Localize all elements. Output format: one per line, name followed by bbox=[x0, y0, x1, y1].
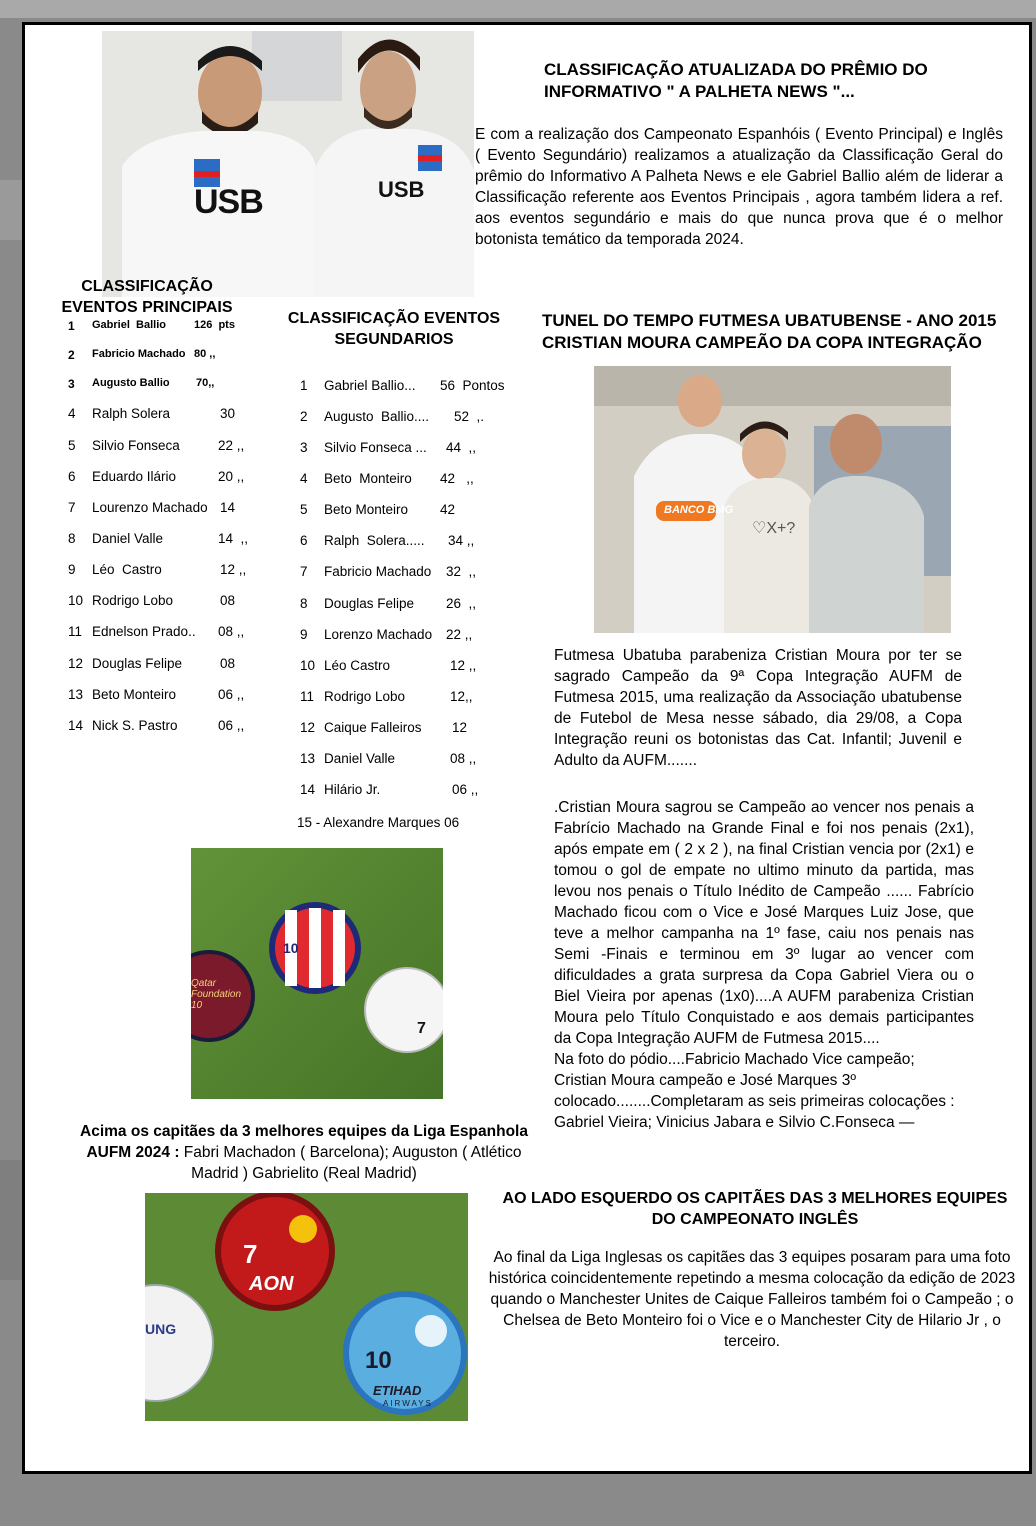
ranking-position: 11 bbox=[300, 689, 315, 704]
ranking-position: 2 bbox=[68, 348, 75, 362]
ranking-points: 56 Pontos bbox=[440, 378, 505, 393]
ranking-position: 3 bbox=[68, 377, 75, 391]
ranking-position: 9 bbox=[68, 562, 76, 577]
button-sponsor-text: ETIHAD bbox=[373, 1383, 422, 1398]
ranking-position: 2 bbox=[300, 409, 308, 424]
ranking-points: 08 bbox=[220, 593, 236, 608]
ranking-name: Caique Falleiros bbox=[324, 720, 422, 735]
ranking-position: 14 bbox=[68, 718, 84, 733]
spanish-buttons-art bbox=[191, 848, 443, 1099]
podium-photo bbox=[594, 366, 951, 633]
intro-paragraph: E com a realização dos Campeonato Espanhóis ( Evento Principal) e Inglês ( Evento Segundário) realizamos a atualização da Classificação Geral do prêmio do Informativo A Palheta News e ele Gabriel Ballio além de liderar a Classificação referente aos Eventos Principais , agora também lidera a ref. aos eventos segundário e mais do que nunca prova que é o melhor botonista temático da temporada 2024. bbox=[475, 126, 1003, 248]
ranking-name: Douglas Felipe bbox=[324, 596, 415, 611]
ranking-points: 30 bbox=[220, 406, 236, 421]
button-sponsor-text: AON bbox=[249, 1273, 294, 1295]
ranking-name: Beto Monteiro bbox=[92, 687, 177, 702]
ranking-name: Lorenzo Machado bbox=[324, 627, 433, 642]
ranking-name: Daniel Valle bbox=[92, 531, 164, 546]
ranking-position: 12 bbox=[300, 720, 316, 735]
ranking-name: Augusto Ballio.... bbox=[324, 409, 430, 424]
english-paragraph: Ao final da Liga Inglesas os capitães das 3 equipes posaram para uma foto histórica coincidentemente repetindo a mesma colocação da edição de 2023 quando o Manchester Unites de Caique Falleiros também foi o Campeão ; o Chelsea de Beto Monteiro foi o Vice e o Manchester City de Hilario Jr , o terceiro. bbox=[488, 1249, 1016, 1350]
main-events-list bbox=[68, 317, 278, 737]
ranking-position: 11 bbox=[68, 624, 83, 639]
ranking-name: Silvio Fonseca bbox=[92, 438, 180, 453]
ranking-name: Augusto Ballio bbox=[92, 377, 170, 389]
secondary-events-title: CLASSIFICAÇÃO EVENTOS SEGUNDARIOS bbox=[287, 310, 501, 348]
button-number: 10 bbox=[365, 1347, 392, 1374]
ranking-points: 12 ,, bbox=[450, 658, 477, 673]
ranking-points: 44 ,, bbox=[446, 440, 477, 455]
ranking-points: 22 ,, bbox=[218, 438, 245, 453]
ranking-name: Ednelson Prado.. bbox=[92, 624, 196, 639]
ranking-name: Rodrigo Lobo bbox=[324, 689, 406, 704]
ranking-position: 5 bbox=[300, 502, 308, 517]
tunnel-paragraph-1: Futmesa Ubatuba parabeniza Cristian Moura por ter se sagrado Campeão da 9ª Copa Integração AUFM de Futmesa 2015, uma realização da Associação ubatubense de Futebol de Mesa nesse sábado, dia 29/08, a Copa Integração reuni os botonistas das Cat. Infantil; Juvenil e Adulto da AUFM....... bbox=[554, 647, 962, 769]
ranking-points: 06 ,, bbox=[218, 687, 245, 702]
ranking-position: 10 bbox=[300, 658, 316, 673]
ranking-name: Beto Monteiro bbox=[324, 502, 409, 517]
two-players-photo bbox=[102, 31, 474, 297]
ranking-name: Rodrigo Lobo bbox=[92, 593, 174, 608]
ranking-points: 22 ,, bbox=[446, 627, 473, 642]
ranking-position: 14 bbox=[300, 782, 316, 797]
ranking-points: 26 ,, bbox=[446, 596, 477, 611]
ranking-points: 126 pts bbox=[194, 319, 235, 331]
ranking-points: 08 ,, bbox=[218, 624, 245, 639]
ranking-name: Gabriel Ballio bbox=[92, 319, 166, 331]
ranking-name: Beto Monteiro bbox=[324, 471, 412, 486]
ranking-points: 12 ,, bbox=[220, 562, 247, 577]
shirt-sponsor-text: BANCO BMG bbox=[664, 504, 734, 516]
ranking-name: Léo Castro bbox=[324, 658, 391, 673]
ranking-name: Silvio Fonseca ... bbox=[324, 440, 427, 455]
ranking-position: 4 bbox=[300, 471, 308, 486]
shirt-logo-text: USB bbox=[194, 183, 263, 221]
ranking-points: 42 bbox=[440, 502, 456, 517]
ranking-name: Gabriel Ballio... bbox=[324, 378, 416, 393]
ranking-points: 52 ,. bbox=[454, 409, 485, 424]
ranking-name: Eduardo Ilário bbox=[92, 469, 177, 484]
button-number: 7 bbox=[243, 1239, 258, 1269]
ranking-position: 9 bbox=[300, 627, 308, 642]
podium-photo-art bbox=[594, 366, 951, 633]
ranking-position: 10 bbox=[68, 593, 84, 608]
ranking-points: 12,, bbox=[450, 689, 473, 704]
spanish-buttons-photo bbox=[191, 848, 443, 1099]
spanish-caption-text: Fabri Machadon ( Barcelona); Auguston ( Atlético Madrid ) Gabrielito (Real Madrid) bbox=[179, 1144, 522, 1182]
ranking-position: 1 bbox=[68, 319, 75, 333]
english-title: AO LADO ESQUERDO OS CAPITÃES DAS 3 MELHORES EQUIPES DO CAMPEONATO INGLÊS bbox=[502, 1190, 1008, 1228]
ranking-position: 13 bbox=[300, 751, 316, 766]
ranking-points: 06 ,, bbox=[452, 782, 479, 797]
top-photo bbox=[102, 31, 474, 297]
ranking-position: 5 bbox=[68, 438, 76, 453]
button-text: UNG bbox=[145, 1321, 177, 1337]
ranking-name: Léo Castro bbox=[92, 562, 162, 577]
tunnel-paragraph-2: .Cristian Moura sagrou se Campeão ao vencer nos penais a Fabrício Machado na Grande Final e foi nos penais (2x1), após empate em ( 2 x 2 ), na final Cristian vencia por (2x1) e tomou o gol de empate no ultimo minuto da partida, mas levou nos penais o Título Inédito de Campeão ...... Fabrício Machado ficou com o Vice e José Marques Luiz Jose, que teve a melhor campanha na 1º fase, caiu nos penais nas Semi -Finais e terminou em 3º lugar ao vencer com dificuldades a grata surpresa da Copa Gabriel Viera ou o Biel Vieira por apenas (1x0)....A AUFM parabeniza Cristian Moura pelo Título Conquistado e aos demais participantes da Copa Integração AUFM de Futmesa 2015.... bbox=[554, 799, 974, 1047]
ranking-points: 06 ,, bbox=[218, 718, 245, 733]
ranking-name: Douglas Felipe bbox=[92, 656, 183, 671]
shirt-logo-text: USB bbox=[378, 177, 425, 202]
ranking-position: 6 bbox=[68, 469, 76, 484]
newsletter-page bbox=[22, 22, 1032, 1474]
ranking-name: Nick S. Pastro bbox=[92, 718, 178, 733]
ranking-points: 32 ,, bbox=[446, 564, 477, 579]
secondary-events-last-row: 15 - Alexandre Marques 06 bbox=[297, 815, 460, 830]
background-block bbox=[0, 180, 22, 240]
ranking-points: 42 ,, bbox=[440, 471, 474, 486]
ranking-position: 6 bbox=[300, 533, 308, 548]
ranking-points: 08 bbox=[220, 656, 236, 671]
ranking-position: 7 bbox=[300, 564, 308, 579]
spanish-caption-bold: Acima os capitães da 3 melhores equipes da Liga Espanhola AUFM 2024 : bbox=[80, 1123, 528, 1161]
ranking-name: Ralph Solera..... bbox=[324, 533, 425, 548]
ranking-position: 12 bbox=[68, 656, 84, 671]
ranking-position: 7 bbox=[68, 500, 76, 515]
ranking-points: 80 ,, bbox=[194, 348, 216, 360]
button-sponsor-text: Qatar Foundation 10 bbox=[191, 978, 242, 1011]
ranking-points: 08 ,, bbox=[450, 751, 477, 766]
background-strip bbox=[0, 0, 1036, 18]
ranking-points: 20 ,, bbox=[218, 469, 245, 484]
ranking-name: Lourenzo Machado bbox=[92, 500, 208, 515]
tunnel-title: TUNEL DO TEMPO FUTMESA UBATUBENSE - ANO 2015 CRISTIAN MOURA CAMPEÃO DA COPA INTEGRAÇÃO bbox=[542, 311, 997, 352]
button-number: 10 bbox=[283, 940, 299, 956]
ranking-name: Fabricio Machado bbox=[324, 564, 432, 579]
ranking-points: 34 ,, bbox=[448, 533, 475, 548]
button-number: 7 bbox=[417, 1020, 426, 1037]
ranking-position: 1 bbox=[300, 378, 308, 393]
ranking-points: 14 ,, bbox=[218, 531, 249, 546]
secondary-events-list bbox=[300, 378, 520, 848]
ranking-name: Daniel Valle bbox=[324, 751, 396, 766]
button-sponsor-subtext: AIRWAYS bbox=[383, 1399, 433, 1408]
english-buttons-photo bbox=[145, 1193, 468, 1421]
ranking-position: 8 bbox=[68, 531, 76, 546]
tunnel-paragraph-3: Na foto do pódio....Fabricio Machado Vice campeão; Cristian Moura campeão e José Marques 3º colocado........Completaram as seis primeiras colocações : Gabriel Vieira; Vinicius Jabara e Silvio C.Fonseca — bbox=[554, 1051, 955, 1131]
ranking-name: Ralph Solera bbox=[92, 406, 171, 421]
ranking-name: Fabricio Machado bbox=[92, 348, 186, 360]
ranking-name: Hilário Jr. bbox=[324, 782, 381, 797]
ranking-points: 12 bbox=[452, 720, 468, 735]
ranking-points: 70,, bbox=[196, 377, 215, 389]
ranking-points: 14 bbox=[220, 500, 236, 515]
page-title: CLASSIFICAÇÃO ATUALIZADA DO PRÊMIO DO INFORMATIVO " A PALHETA NEWS "... bbox=[544, 60, 928, 101]
ranking-position: 3 bbox=[300, 440, 308, 455]
spanish-caption bbox=[69, 1121, 539, 1184]
shirt-print-text: ♡X+? bbox=[752, 520, 796, 537]
ranking-position: 13 bbox=[68, 687, 84, 702]
main-events-title: CLASSIFICAÇÃO EVENTOS PRINCIPAIS bbox=[61, 278, 233, 316]
ranking-position: 8 bbox=[300, 596, 308, 611]
background-block bbox=[0, 1160, 22, 1280]
ranking-position: 4 bbox=[68, 406, 76, 421]
